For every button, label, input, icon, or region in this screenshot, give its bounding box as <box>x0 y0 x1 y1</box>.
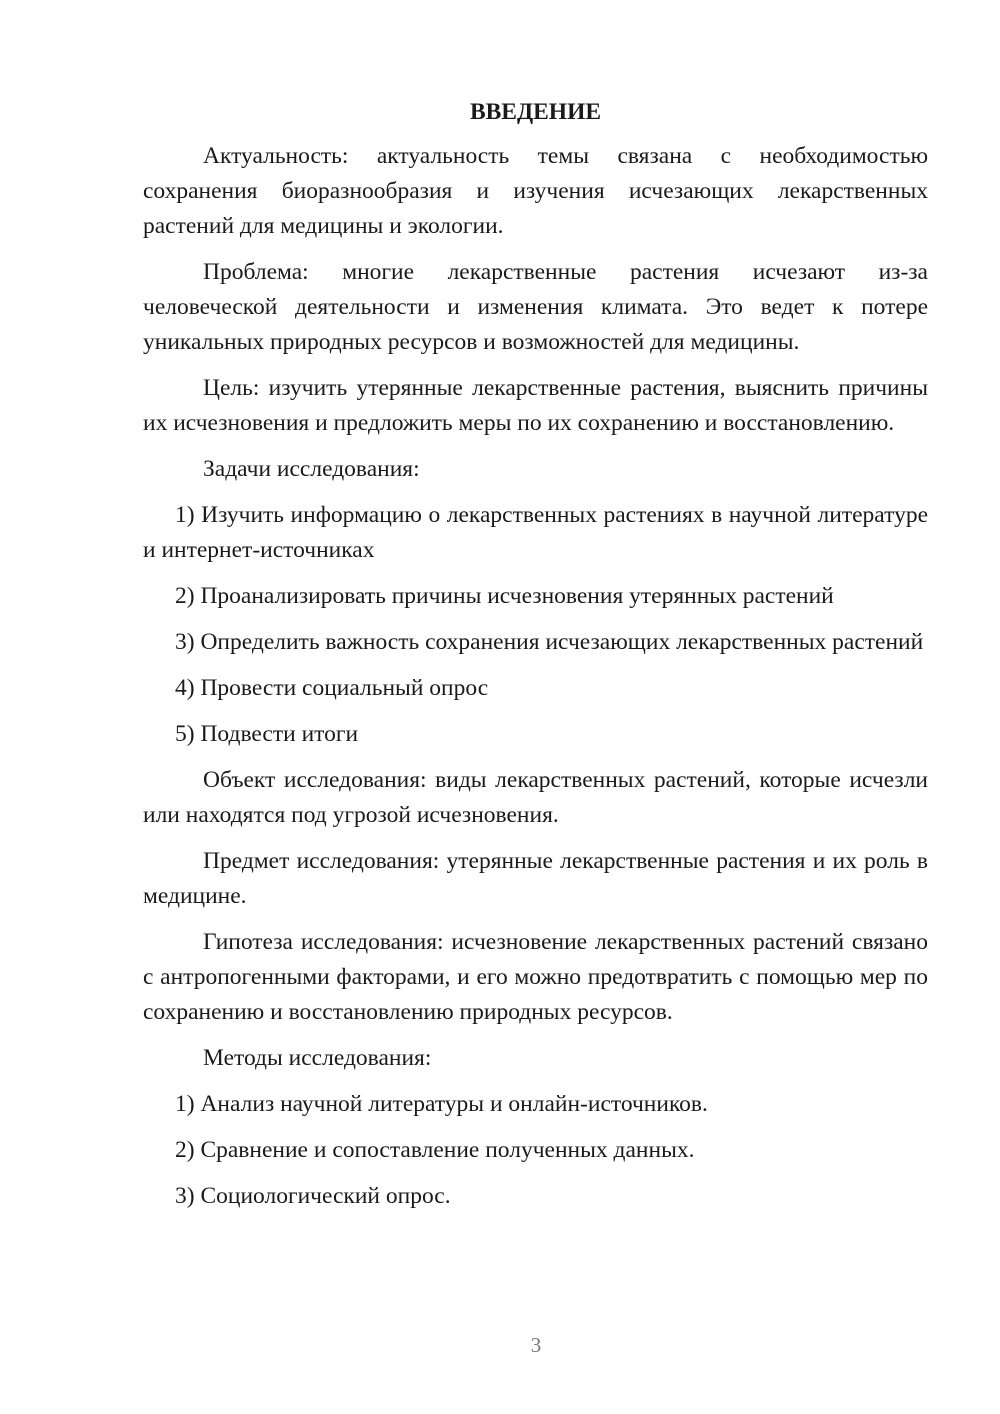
problem-paragraph: Проблема: многие лекарственные растения исчезают из-за человеческой деятельности и изменения климата. Это ведет к потере уникальных природных ресурсов и возможностей для медицины. <box>143 259 928 355</box>
method-item-1: 1) Анализ научной литературы и онлайн-источников. <box>175 1091 708 1117</box>
task-item-4: 4) Провести социальный опрос <box>175 675 489 701</box>
methods-heading: Методы исследования: <box>203 1045 432 1071</box>
subject-paragraph: Предмет исследования: утерянные лекарственные растения и их роль в медицине. <box>143 848 928 909</box>
object-paragraph: Объект исследования: виды лекарственных растений, которые исчезли или находятся под угрозой исчезновения. <box>143 767 928 828</box>
task-item-1: 1) Изучить информацию о лекарственных растениях в научной литературе и интернет-источниках <box>143 502 928 563</box>
page-number: 3 <box>530 1333 542 1357</box>
method-item-2: 2) Сравнение и сопоставление полученных данных. <box>175 1137 695 1163</box>
section-title: ВВЕДЕНИЕ <box>469 99 602 125</box>
task-item-2: 2) Проанализировать причины исчезновения утерянных растений <box>175 583 834 609</box>
relevance-paragraph: Актуальность: актуальность темы связана с необходимостью сохранения биоразнообразия и изучения исчезающих лекарственных растений для медицины и экологии. <box>143 143 928 239</box>
tasks-heading: Задачи исследования: <box>203 456 420 482</box>
method-item-3: 3) Социологический опрос. <box>175 1183 451 1209</box>
page-content <box>143 96 928 1225</box>
task-item-5: 5) Подвести итоги <box>175 721 359 747</box>
hypothesis-paragraph: Гипотеза исследования: исчезновение лекарственных растений связано с антропогенными факторами, и его можно предотвратить с помощью мер по сохранению и восстановлению природных ресурсов. <box>143 929 928 1025</box>
task-item-3: 3) Определить важность сохранения исчезающих лекарственных растений <box>175 629 924 655</box>
goal-paragraph: Цель: изучить утерянные лекарственные растения, выяснить причины их исчезновения и предложить меры по их сохранению и восстановлению. <box>143 375 928 436</box>
